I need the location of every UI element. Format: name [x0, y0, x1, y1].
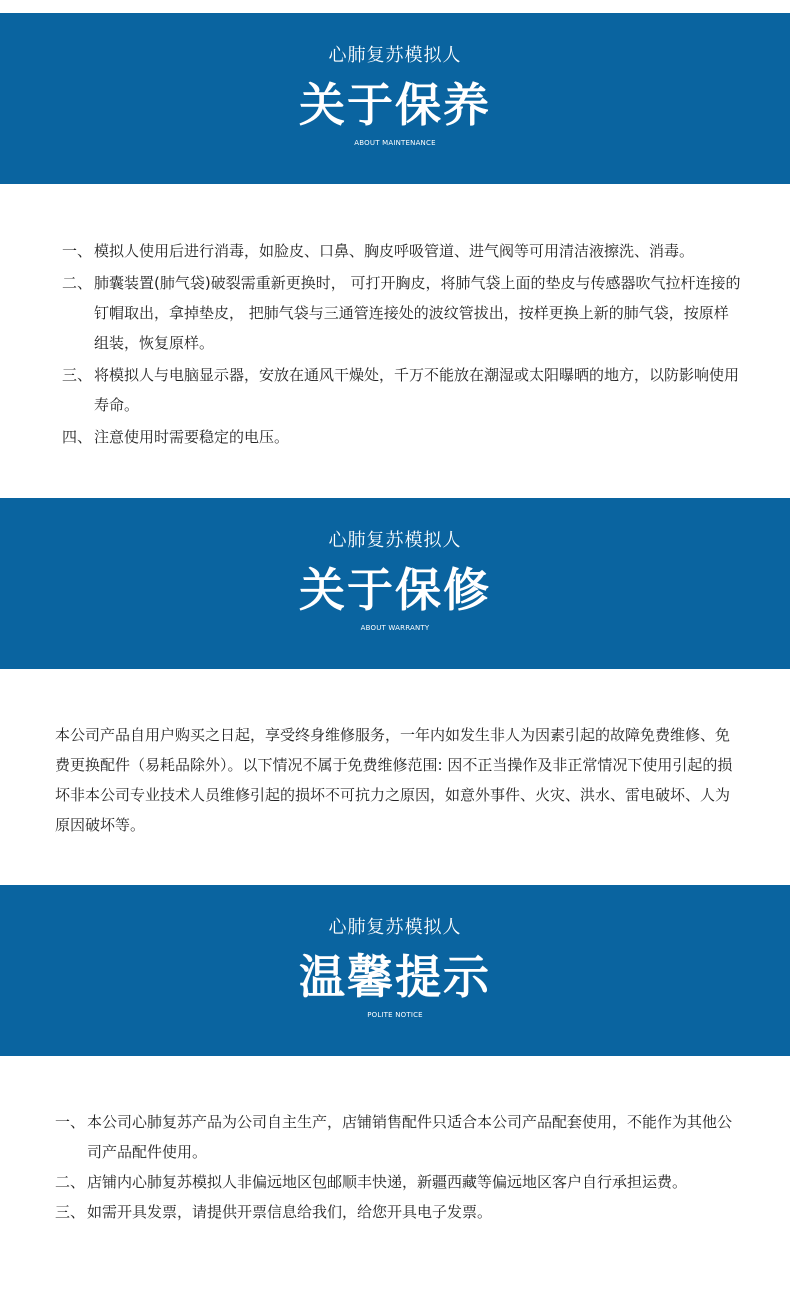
maintenance-banner	[0, 13, 790, 184]
item-number: 二、	[62, 274, 93, 292]
item-number: 二、	[55, 1173, 86, 1191]
banner-subtitle: 心肺复苏模拟人	[328, 45, 462, 66]
warranty-banner	[0, 498, 790, 669]
item-text: 将模拟人与电脑显示器，安放在通风干燥处，千万不能放在潮湿或太阳曝晒的地方，以防影响使用寿命。	[94, 366, 740, 414]
notice-banner	[0, 885, 790, 1056]
item-number: 一、	[62, 242, 93, 260]
item-text: 店铺内心肺复苏模拟人非偏远地区包邮顺丰快递，新疆西藏等偏远地区客户自行承担运费。	[87, 1173, 688, 1191]
banner-title-en: ABOUT MAINTENANCE	[354, 139, 436, 147]
banner-title-en: POLITE NOTICE	[367, 1011, 423, 1019]
notice-list	[55, 1107, 735, 1227]
list-item	[55, 1167, 735, 1197]
banner-title: 关于保修	[299, 563, 491, 617]
item-number: 三、	[62, 366, 93, 384]
maintenance-list	[62, 236, 742, 452]
list-item	[55, 1197, 735, 1227]
item-text: 如需开具发票，请提供开票信息给我们，给您开具电子发票。	[87, 1203, 493, 1221]
item-text: 模拟人使用后进行消毒，如脸皮、口鼻、胸皮呼吸管道、进气阀等可用清洁液擦洗、消毒。	[94, 242, 695, 260]
list-item	[62, 236, 742, 266]
banner-subtitle: 心肺复苏模拟人	[328, 530, 462, 551]
item-text: 本公司心肺复苏产品为公司自主生产，店铺销售配件只适合本公司产品配套使用，不能作为其他公司产品配件使用。	[87, 1113, 733, 1161]
banner-subtitle: 心肺复苏模拟人	[328, 917, 462, 938]
banner-title-en: ABOUT WARRANTY	[360, 624, 430, 632]
item-number: 一、	[55, 1113, 86, 1131]
warranty-text	[55, 720, 735, 840]
item-text: 注意使用时需要稳定的电压。	[94, 428, 290, 446]
list-item	[55, 1107, 735, 1167]
item-number: 三、	[55, 1203, 86, 1221]
list-item	[62, 268, 742, 358]
banner-title: 温馨提示	[299, 950, 491, 1004]
banner-title: 关于保养	[299, 78, 491, 132]
item-number: 四、	[62, 428, 93, 446]
warranty-paragraph: 本公司产品自用户购买之日起，享受终身维修服务，一年内如发生非人为因素引起的故障免费维修、免费更换配件（易耗品除外）。以下情况不属于免费维修范围: 因不正当操作及非正常情况下使用引起的损坏非本公司专业技术人员维修引起的损坏不可抗力之原因，如意外事件、火灾、洪水、雷电破坏、人为原因破坏等。	[55, 726, 733, 834]
list-item	[62, 360, 742, 420]
item-text: 肺囊装置(肺气袋)破裂需重新更换时， 可打开胸皮，将肺气袋上面的垫皮与传感器吹气拉杆连接的钉帽取出，拿掉垫皮， 把肺气袋与三通管连接处的波纹管拔出，按样更换上新的肺气袋，按原样组装，恢复原样。	[94, 274, 741, 352]
list-item	[62, 422, 742, 452]
